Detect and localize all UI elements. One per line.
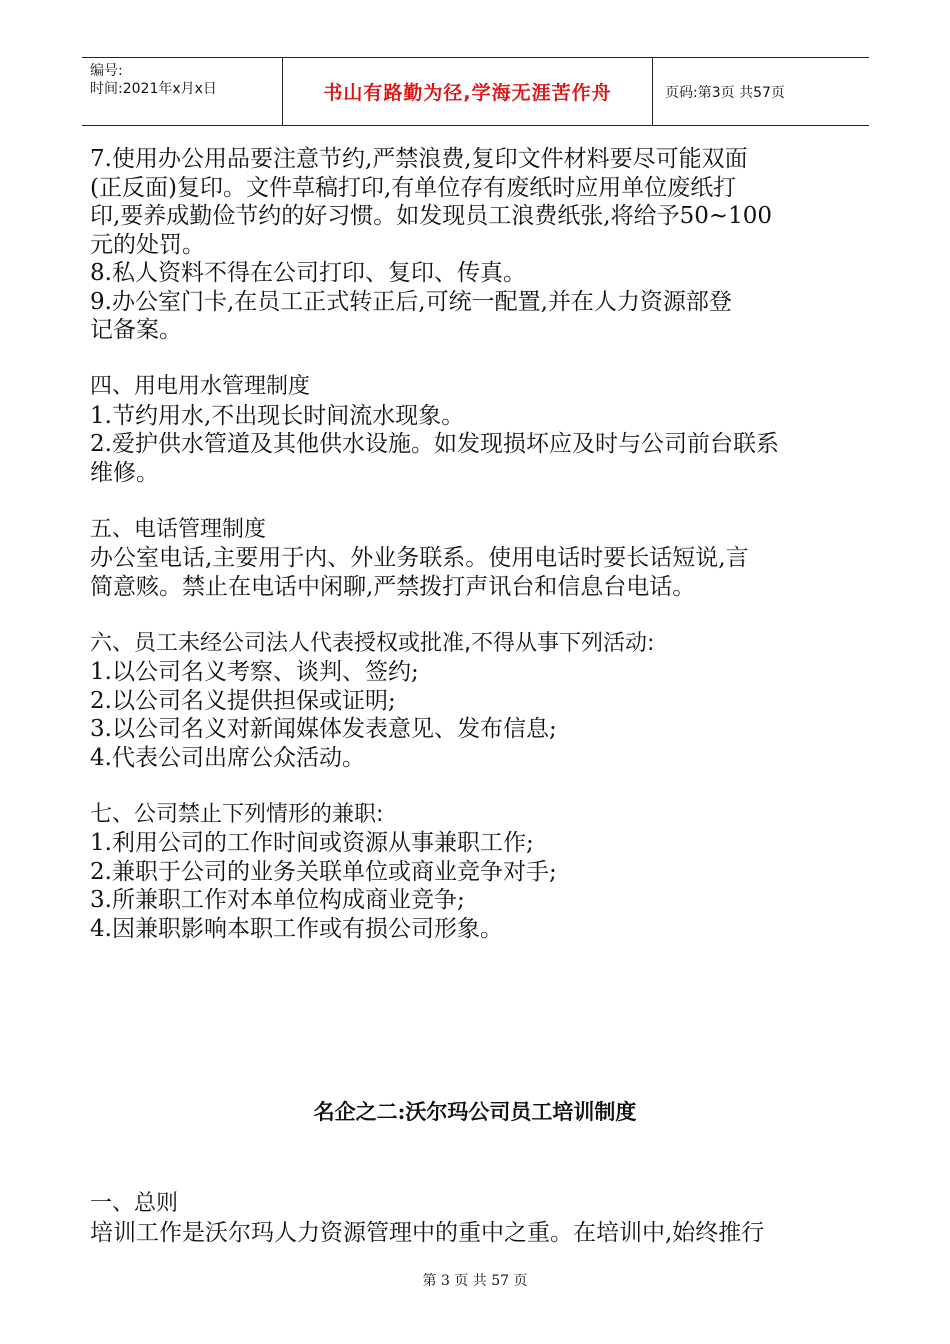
section-heading: 五、电话管理制度 <box>90 516 267 542</box>
header-page-info: 页码:第3页 共57页 <box>665 84 785 101</box>
document-body <box>90 145 862 943</box>
section-general <box>90 1190 862 1247</box>
text-line: 记备案。 <box>90 317 182 343</box>
document-date-label: 时间:2021年x月x日 <box>90 81 217 97</box>
document-number-label: 编号: <box>90 63 123 79</box>
section-heading: 四、用电用水管理制度 <box>90 374 311 399</box>
header-meta <box>82 58 282 125</box>
text-line: 元的处罚。 <box>90 231 205 258</box>
text-line: 1.利用公司的工作时间或资源从事兼职工作; <box>90 830 534 856</box>
text-line: 2.爱护供水管道及其他供水设施。如发现损坏应及时与公司前台联系 <box>90 431 779 457</box>
text-line: 培训工作是沃尔玛人力资源管理中的重中之重。在培训中,始终推行 <box>90 1219 765 1246</box>
text-line: 简意赅。禁止在电话中闲聊,严禁拨打声讯台和信息台电话。 <box>90 573 696 600</box>
text-line: 8.私人资料不得在公司打印、复印、传真。 <box>90 260 526 286</box>
section-heading: 七、公司禁止下列情形的兼职: <box>90 801 384 827</box>
page-header <box>82 57 869 126</box>
text-line: 印,要养成勤俭节约的好习惯。如发现员工浪费纸张,将给予50~100 <box>90 203 773 229</box>
document-title: 名企之二:沃尔玛公司员工培训制度 <box>313 1099 637 1124</box>
text-line: 9.办公室门卡,在员工正式转正后,可统一配置,并在人力资源部登 <box>90 288 732 315</box>
section-heading: 六、员工未经公司法人代表授权或批准,不得从事下列活动: <box>90 630 655 656</box>
text-line: 办公室电话,主要用于内、外业务联系。使用电话时要长话短说,言 <box>90 545 749 571</box>
text-line: (正反面)复印。文件草稿打印,有单位存有废纸时应用单位废纸打 <box>90 174 737 201</box>
section-heading: 一、总则 <box>90 1191 179 1216</box>
header-motto: 书山有路勤为径,学海无涯苦作舟 <box>282 58 653 125</box>
text-line: 3.以公司名义对新闻媒体发表意见、发布信息; <box>90 716 557 742</box>
text-line: 3.所兼职工作对本单位构成商业竞争; <box>90 887 465 913</box>
text-line: 2.兼职于公司的业务关联单位或商业竞争对手; <box>90 858 557 885</box>
text-line: 4.代表公司出席公众活动。 <box>90 744 365 771</box>
text-line: 1.以公司名义考察、谈判、签约; <box>90 659 419 685</box>
text-line: 1.节约用水,不出现长时间流水现象。 <box>90 402 465 429</box>
text-line: 7.使用办公用品要注意节约,严禁浪费,复印文件材料要尽可能双面 <box>90 146 748 172</box>
text-line: 维修。 <box>90 459 159 486</box>
text-line: 4.因兼职影响本职工作或有损公司形象。 <box>90 915 503 942</box>
page-footer: 第 3 页 共 57 页 <box>422 1273 528 1289</box>
text-line: 2.以公司名义提供担保或证明; <box>90 687 396 714</box>
